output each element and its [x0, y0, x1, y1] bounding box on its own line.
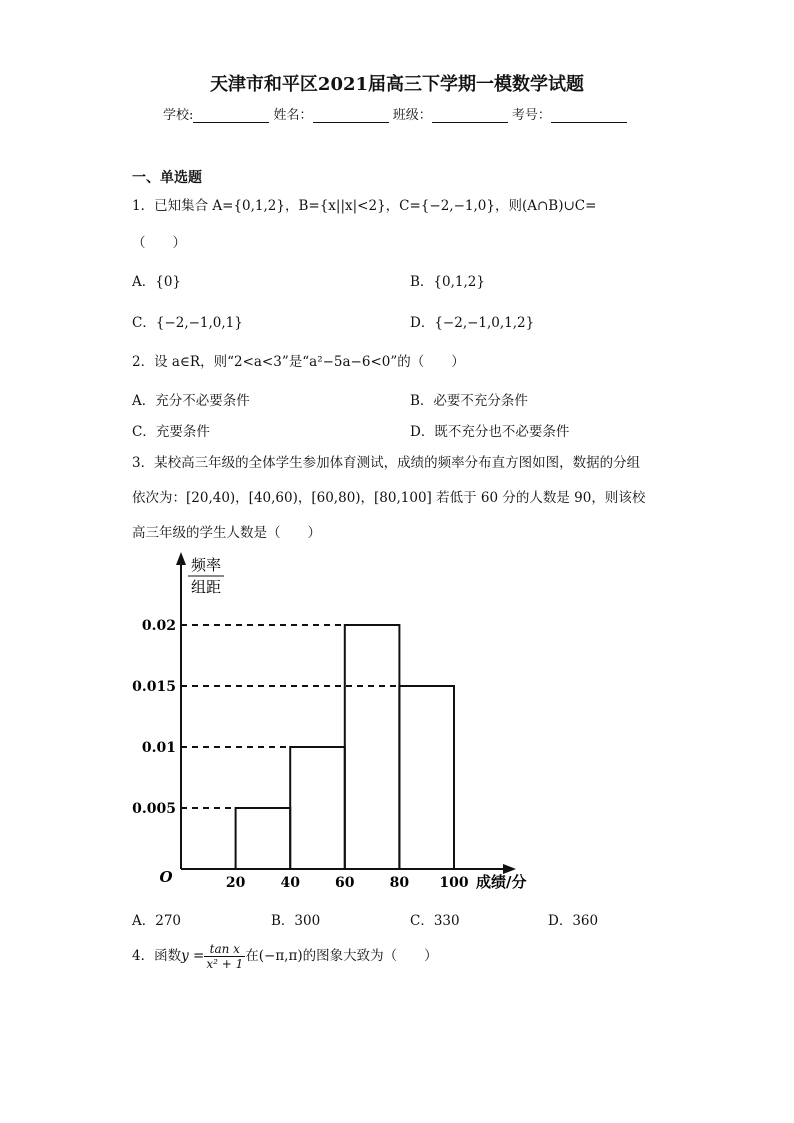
q2-option-a: A．充分不必要条件 — [132, 393, 250, 409]
q2-option-d: D．既不充分也不必要条件 — [410, 424, 570, 440]
y-label-top: 频率 — [190, 556, 222, 574]
school-label: 学校: — [163, 108, 194, 123]
question-3-line3: 高三年级的学生人数是（ ） — [132, 525, 321, 541]
x-tick-label: 60 — [335, 875, 355, 891]
y-tick-label: 0.005 — [132, 801, 176, 817]
y-tick-label: 0.015 — [132, 679, 176, 695]
name-label: 姓名： — [273, 108, 313, 123]
q3-option-c: C．330 — [410, 913, 460, 929]
histogram-bar — [345, 625, 400, 869]
question-4-fraction — [204, 942, 245, 971]
question-4-suffix: 在(−π,π)的图象大致为（ ） — [245, 948, 438, 964]
y-axis-arrow — [176, 552, 186, 565]
q1-option-c: C．{−2,−1,0,1} — [132, 315, 243, 331]
histogram-bar — [290, 747, 345, 869]
school-blank[interactable] — [193, 108, 269, 123]
frequency-histogram — [120, 550, 560, 895]
exam-number-label: 考号： — [511, 108, 551, 123]
q1-option-b: B．{0,1,2} — [410, 274, 485, 290]
class-label: 班级： — [392, 108, 432, 123]
y-tick-label: 0.01 — [141, 740, 176, 756]
exam-number-blank[interactable] — [551, 108, 627, 123]
fraction-denominator: x² + 1 — [206, 957, 244, 971]
x-tick-label: 40 — [280, 875, 300, 891]
q2-option-c: C．充要条件 — [132, 424, 210, 440]
y-tick-label: 0.02 — [141, 618, 176, 634]
section-heading: 一、单选题 — [132, 170, 202, 186]
question-2-text: 2．设 a∈R，则“2<a<3”是“a²−5a−6<0”的（ ） — [132, 354, 465, 370]
class-blank[interactable] — [432, 108, 508, 123]
question-4-y: y = — [181, 948, 205, 964]
question-4 — [132, 936, 438, 976]
x-axis-label: 成绩/分 — [476, 873, 527, 891]
q3-option-d: D．360 — [548, 913, 599, 929]
x-tick-label: 20 — [225, 875, 246, 891]
question-1-paren: （ ） — [132, 235, 186, 251]
histogram-bar — [399, 686, 454, 869]
q1-option-d: D．{−2,−1,0,1,2} — [410, 315, 535, 331]
q1-option-a: A．{0} — [132, 274, 182, 290]
page-title: 天津市和平区2021届高三下学期一模数学试题 — [209, 74, 585, 95]
q2-option-b: B．必要不充分条件 — [410, 393, 528, 409]
origin-label: O — [159, 868, 173, 886]
question-1-text: 1．已知集合 A={0,1,2}，B={x||x|<2}，C={−2,−1,0}，则(A∩B)∪C= — [132, 198, 597, 214]
q3-option-a: A．270 — [132, 913, 182, 929]
question-3-line1: 3．某校高三年级的全体学生参加体育测试，成绩的频率分布直方图如图，数据的分组 — [132, 455, 641, 471]
student-info-row — [163, 104, 627, 123]
histogram-bar — [236, 808, 291, 869]
y-label-bottom: 组距 — [190, 578, 222, 596]
x-tick-label: 100 — [439, 875, 469, 891]
name-blank[interactable] — [313, 108, 389, 123]
question-3-line2: 依次为：[20,40)，[40,60)，[60,80)，[80,100] 若低于 60 分的人数是 90，则该校 — [132, 490, 646, 506]
x-tick-label: 80 — [389, 875, 410, 891]
fraction-numerator: tan x — [204, 942, 245, 957]
q3-option-b: B．300 — [271, 913, 321, 929]
question-4-prefix: 4．函数 — [132, 948, 182, 964]
